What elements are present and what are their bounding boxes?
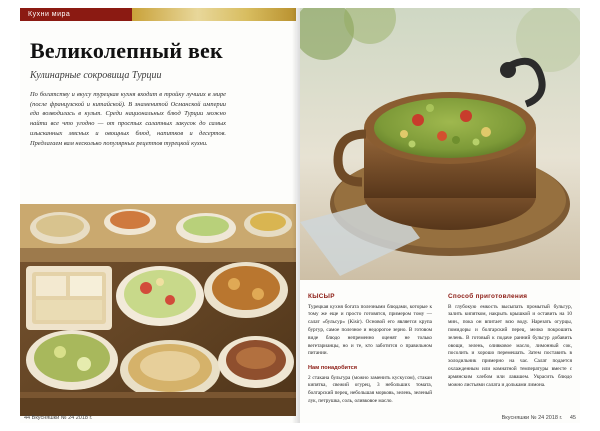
folio-left <box>24 415 92 421</box>
recipe-column-right <box>448 292 572 392</box>
method-text: В глубокую емкость высыпать промытый бульгур, залить кипятком, накрыть крышкой и оставить на 10 мин., пока он впитает всю воду. Нарезать огурцы, помидоры и болгарский перец, мелко покрошить зелень. В готовый к подаче ранний бульгур добавить овощи, зелень, оливковое масло, лимонный сок, посолить и хорошо перемешать. Затем поставить в холодильник примерно на час. Салат подается охлажденным или комнатной температуры вместе с армянским хлебом или лавашем. Украсить блюдо можно листьями салата и дольками лимона. <box>448 303 572 388</box>
recipe-column-left <box>308 292 432 409</box>
page-subtitle: Кулинарные сокровища Турции <box>30 70 162 81</box>
lede-paragraph: По богатству и вкусу турецкая кухня входит в тройку лучших в мире (после французской и китайской). В знаменитой Османской империи еда возводилась в культ. Среди национальных блюд Турции можно найти все что угодно — от простых салатных закусок до самых изысканных мясных и овощных блюд, напитков и десертов. Предлагаем вам несколько популярных рецептов турецкой кухни. <box>30 91 226 147</box>
folio-right-page: 45 <box>569 415 576 421</box>
recipe-columns <box>308 292 572 414</box>
folio-right <box>502 415 576 421</box>
left-page <box>20 8 296 423</box>
right-page <box>300 8 580 423</box>
salad-illustration <box>300 8 580 280</box>
recipe-intro: Турецкая кухня богата полезными блюдами, которые к тому же еще и просто готовятся, примером тому — салат «бульсур» (Kisir). Основой его является крупа бургур, самое полезное и недорогое зерно. В готовом виде блюдо непременно оценят не только вегетарианцы, но и те, кто заботится о правильном питании. <box>308 303 432 357</box>
folio-right-text: Вкусняшки № 24 2018 г. <box>501 415 563 421</box>
ingredients-list: 2 стакана бульгура (можно заменить кускусом), стакан кипятка, свежий огурец, 3 небольших томата, болгарский перец, небольшая морковь, зелень, зеленый лук, петрушка, соль, оливковое масло. <box>308 374 432 404</box>
ingredients-title: Нам понадобится <box>308 365 358 372</box>
kicker-gold-bar <box>132 8 296 21</box>
turkish-mezze-table-photo <box>20 204 296 416</box>
mezze-illustration <box>20 204 296 416</box>
kisir-bulgur-salad-in-wooden-bowl-photo <box>300 8 580 280</box>
section-kicker: Кухни мира <box>20 8 132 21</box>
method-title: Способ приготовления <box>448 293 528 300</box>
recipe-title: КЫСЫР <box>308 293 335 300</box>
folio-left-text: Вкусняшки № 24 2018 г. <box>31 415 93 421</box>
page-title: Великолепный век <box>30 38 223 63</box>
folio-left-page: 44 <box>24 415 31 421</box>
